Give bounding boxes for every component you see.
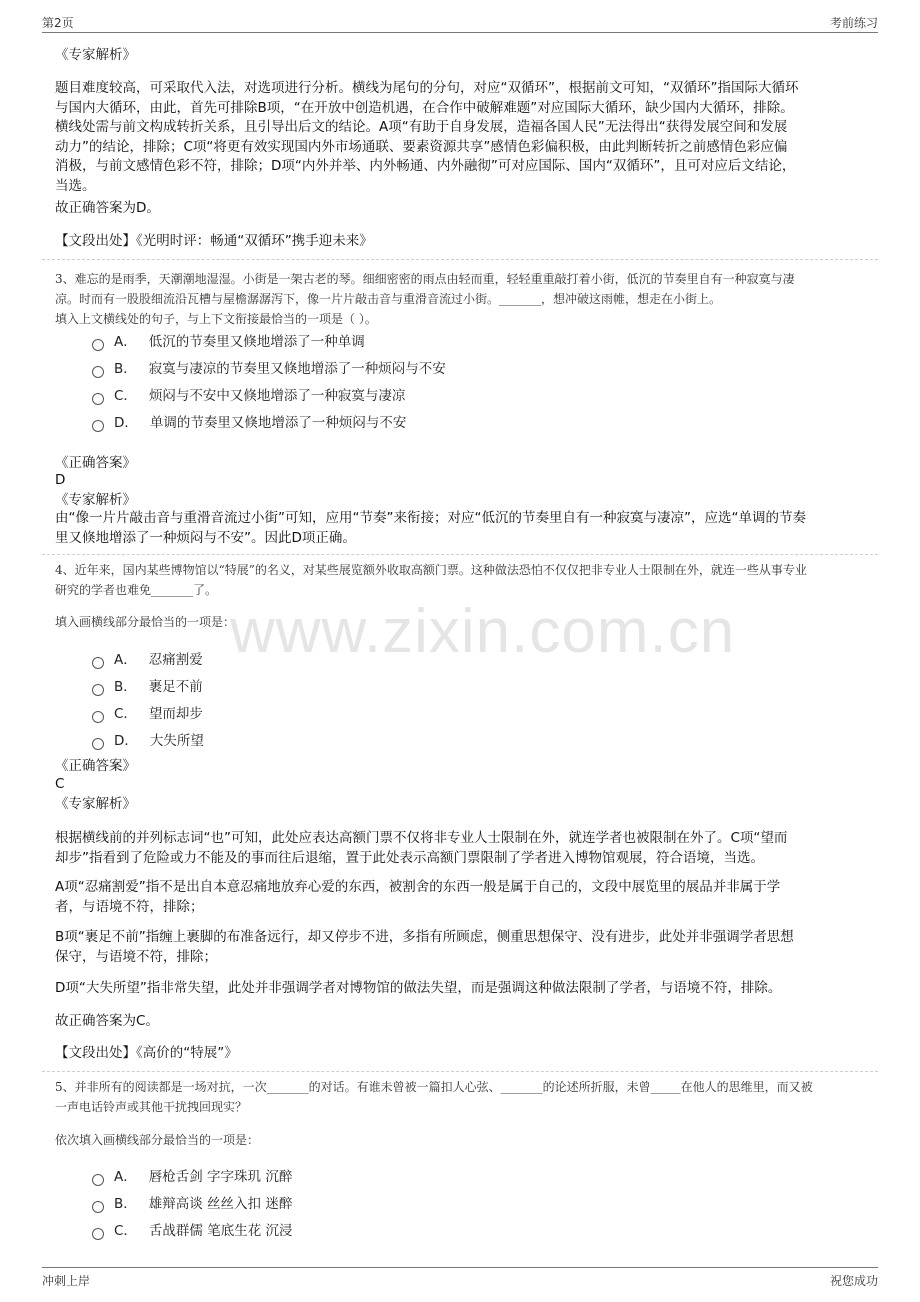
q2-analysis-line: 消极，与前文感情色彩不符，排除；D项“内外并举、内外畅通、内外融彻”可对应国际、国内“双循环”，且可对应后文结论， [55, 158, 796, 174]
q4-option-b[interactable]: B． 裹足不前 [92, 675, 203, 695]
q4-analysis-para: B项“裹足不前”指缠上裹脚的布准备远行，却又停步不进，多指有所顾虑，侧重思想保守、没有进步，此处并非强调学者思想 保守，与语境不符，排除； [55, 929, 794, 965]
q4-answer-heading: 《正确答案》 [55, 758, 136, 774]
header-title: 考前练习 [829, 16, 878, 30]
q4-option-d[interactable]: D． 大失所望 [92, 729, 204, 749]
q4-stem: 4、近年来，国内某些博物馆以“特展”的名义，对某些展览额外收取高额门票。这种做法恐怕不仅仅把非专业人士限制在外，就连一些从事专业 研究的学者也难免_______了。 [55, 563, 807, 597]
radio-icon[interactable] [92, 393, 104, 405]
q4-prompt: 填入画横线部分最恰当的一项是： [55, 615, 236, 629]
q5-prompt: 依次填入画横线部分最恰当的一项是： [55, 1133, 260, 1147]
q3-option-d[interactable]: D． 单调的节奏里又倏地增添了一种烦闷与不安 [92, 411, 406, 431]
radio-icon[interactable] [92, 738, 104, 750]
q3-stem [55, 269, 875, 329]
q3-option-b[interactable]: B． 寂寞与凄凉的节奏里又倏地增添了一种烦闷与不安 [92, 357, 446, 377]
q3-analysis-heading: 《专家解析》 [55, 492, 136, 508]
q4-option-c[interactable]: C． 望而却步 [92, 702, 203, 722]
q5-option-a[interactable]: A． 唇枪舌剑 字字珠玑 沉醉 [92, 1165, 292, 1185]
q4-conclusion: 故正确答案为C。 [55, 1013, 159, 1029]
q2-source: 【文段出处】《光明时评：畅通“双循环”携手迎未来》 [55, 233, 373, 249]
footer-right: 祝您成功 [829, 1274, 878, 1288]
q2-conclusion: 故正确答案为D。 [55, 200, 160, 216]
watermark: www.zixin.com.cn [230, 597, 736, 666]
page-number: 第2页 [42, 16, 74, 30]
footer-rule [42, 1267, 878, 1268]
q2-analysis-line: 动力”的结论，排除；C项“将更有效实现国内外市场通联、要素资源共享”感情色彩偏积极，由此判断转折之前感情色彩应偏 [55, 138, 788, 155]
radio-icon[interactable] [92, 711, 104, 723]
q3-answer-heading: 《正确答案》 [55, 455, 136, 471]
q4-analysis-para: D项“大失所望”指非常失望，此处并非强调学者对博物馆的做法失望，而是强调这种做法限制了学者，与语境不符，排除。 [55, 980, 782, 996]
radio-icon[interactable] [92, 1174, 104, 1186]
radio-icon[interactable] [92, 366, 104, 378]
q4-answer: C [55, 776, 65, 792]
q2-analysis-heading: 《专家解析》 [55, 47, 136, 63]
q2-analysis-text [55, 79, 875, 196]
q3-stem-line: 3、难忘的是雨季，天潮潮地湿湿。小街是一架古老的琴。细细密密的雨点由轻而重，轻轻重重敲打着小街，低沉的节奏里自有一种寂寞与凄 [55, 272, 795, 286]
q3-analysis: 由“像一片片敲击音与重滑音流过小街”可知，应用“节奏”来衔接；对应“低沉的节奏里自有一种寂寞与凄凉”，应选“单调的节奏 里又倏地增添了一种烦闷与不安”。因此D项正确。 [55, 510, 806, 546]
radio-icon[interactable] [92, 420, 104, 432]
q3-stem-line: 凉。时而有一股股细流沿瓦槽与屋檐潺潺泻下，像一片片敲击音与重滑音流过小街。_______，想冲破这雨帷，想走在小街上。 [55, 292, 722, 306]
q2-analysis-line: 横线处需与前文构成转折关系，且引导出后文的结论。A项“有助于自身发展，造福各国人民”无法得出“获得发展空间和发展 [55, 119, 788, 135]
q2-analysis-line: 与国内大循环，由此，首先可排除B项，“在开放中创造机遇，在合作中破解难题”对应国际大循环，缺少国内大循环，排除。 [55, 99, 794, 116]
q2-analysis-line: 题目难度较高，可采取代入法，对选项进行分析。横线为尾句的分句，对应“双循环”，根据前文可知，“双循环”指国际大循环 [55, 80, 799, 96]
q4-analysis-heading: 《专家解析》 [55, 796, 136, 812]
q5-stem: 5、并非所有的阅读都是一场对抗，一次_______的对话。有谁未曾被一篇扣人心弦、_______的论述所折服，未曾_____在他人的思维里，而又被 一声电话铃声或其他干扰拽回现实？ [55, 1080, 813, 1114]
radio-icon[interactable] [92, 657, 104, 669]
radio-icon[interactable] [92, 1201, 104, 1213]
q3-stem-line: 填入上文横线处的句子，与上下文衔接最恰当的一项是（ ）。 [55, 312, 377, 326]
q5-option-c[interactable]: C． 舌战群儒 笔底生花 沉浸 [92, 1219, 293, 1239]
section-divider [42, 554, 878, 555]
radio-icon[interactable] [92, 1228, 104, 1240]
q2-analysis-line: 当选。 [55, 177, 96, 194]
footer-left: 冲刺上岸 [42, 1274, 91, 1288]
q4-source: 【文段出处】《高价的“特展”》 [55, 1045, 238, 1061]
section-divider [42, 259, 878, 260]
q4-analysis-para: A项“忍痛割爱”指不是出自本意忍痛地放弃心爱的东西，被割舍的东西一般是属于自己的，文段中展览里的展品并非属于学 者，与语境不符，排除； [55, 879, 781, 915]
radio-icon[interactable] [92, 684, 104, 696]
q3-option-c[interactable]: C． 烦闷与不安中又倏地增添了一种寂寞与凄凉 [92, 384, 405, 404]
q3-option-a[interactable]: A． 低沉的节奏里又倏地增添了一种单调 [92, 330, 365, 350]
q3-answer: D [55, 472, 66, 488]
q4-option-a[interactable]: A． 忍痛割爱 [92, 648, 203, 668]
radio-icon[interactable] [92, 339, 104, 351]
q4-analysis-para: 根据横线前的并列标志词“也”可知，此处应表达高额门票不仅将非专业人士限制在外，就连学者也被限制在外了。C项“望而 却步”指看到了危险或力不能及的事而往后退缩，置于此处表示高额门票限制了学者进入博物馆观展，符合语境，当选。 [55, 830, 788, 866]
q5-option-b[interactable]: B． 雄辩高谈 丝丝入扣 迷醉 [92, 1192, 292, 1212]
header-rule [42, 32, 878, 33]
section-divider [42, 1071, 878, 1072]
